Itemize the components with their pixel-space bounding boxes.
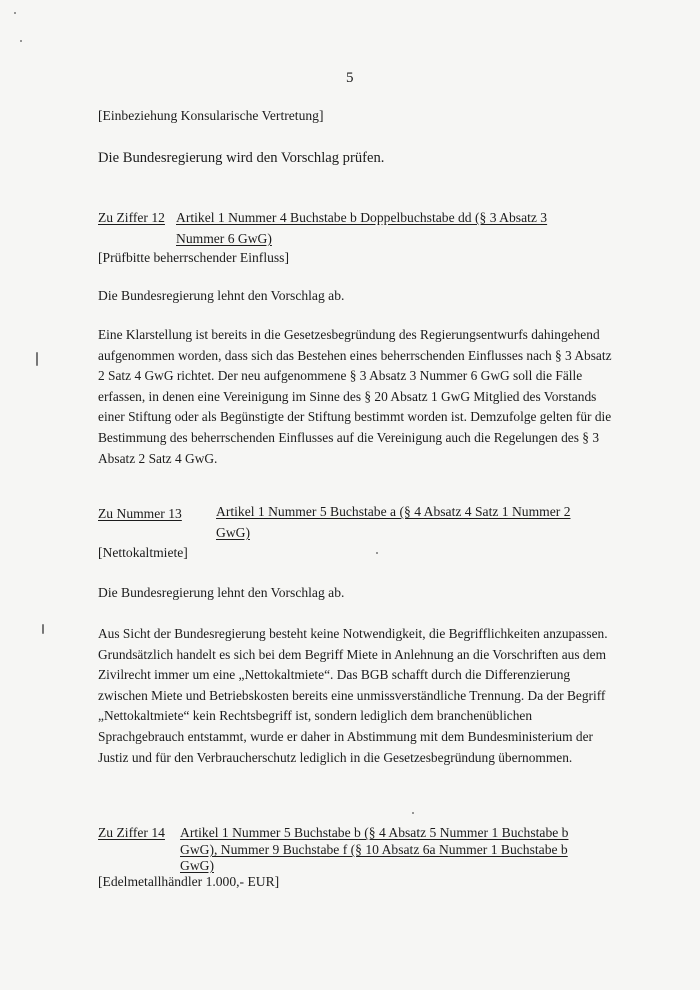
- sec2-ref: Zu Ziffer 12: [98, 210, 165, 225]
- scan-speck: [412, 812, 414, 814]
- sec4-bracket: [Edelmetallhändler 1.000,- EUR]: [98, 874, 280, 889]
- sec2-heading-line2: Nummer 6 GwG): [176, 231, 272, 246]
- sec2-heading-line1: Artikel 1 Nummer 4 Buchstabe b Doppelbuchstabe dd (§ 3 Absatz 3: [176, 210, 548, 225]
- sec4-heading-line3: GwG): [180, 858, 214, 873]
- scan-speck: [14, 12, 16, 14]
- sec3-body: Aus Sicht der Bundesregierung besteht keine Notwendigkeit, die Begrifflichkeiten anzupassen. Grundsätzlich handelt es sich bei dem Begriff Miete in Anlehnung an die Vorschriften aus dem Zivilrecht immer um eine „Nettokaltmiete“. Das BGB schafft durch die Differenzierung zwischen Miete und Betriebskosten bereits eine unmissverständliche Trennung. Da der Begriff „Nettokaltmiete“ kein Rechtsbegriff ist, sondern lediglich dem branchenüblichen Sprachgebrauch entstammt, wurde er daher in Abstimmung mit dem Bundesministerium der Justiz und für den Verbraucherschutz lediglich in die Gesetzesbegründung übernommen.: [98, 626, 608, 765]
- page-number: 5: [346, 70, 354, 86]
- sec3-ref: Zu Nummer 13: [98, 506, 182, 521]
- sec3-response: Die Bundesregierung lehnt den Vorschlag ab.: [98, 585, 345, 600]
- sec1-response: Die Bundesregierung wird den Vorschlag prüfen.: [98, 150, 385, 166]
- sec3-bracket: [Nettokaltmiete]: [98, 545, 188, 560]
- scan-speck: [376, 552, 378, 554]
- scan-speck: [20, 40, 22, 42]
- scan-speck: [42, 624, 44, 634]
- sec4-ref: Zu Ziffer 14: [98, 825, 165, 840]
- sec4-heading-line1: Artikel 1 Nummer 5 Buchstabe b (§ 4 Absatz 5 Nummer 1 Buchstabe b: [180, 825, 569, 840]
- sec2-response: Die Bundesregierung lehnt den Vorschlag ab.: [98, 288, 345, 303]
- sec2-body: Eine Klarstellung ist bereits in die Gesetzesbegründung des Regierungsentwurfs dahingehend aufgenommen worden, dass sich das Bestehen eines beherrschenden Einflusses nach § 3 Absatz 2 Satz 4 GwG richtet. Der neu aufgenommene § 3 Absatz 3 Nummer 6 GwG soll die Fälle erfassen, in denen eine Vereinigung im Sinne des § 20 Absatz 1 GwG Mitglied des Vorstands einer Stiftung oder als Begünstigte der Stiftung bestimmt worden ist. Demzufolge gelten für die Bestimmung des beherrschenden Einflusses auf die Vereinigung auch die Regelungen des § 3 Absatz 2 Satz 4 GwG.: [98, 327, 612, 466]
- sec3-heading-line2: GwG): [216, 525, 250, 540]
- sec4-heading-line2: GwG), Nummer 9 Buchstabe f (§ 10 Absatz 6a Nummer 1 Buchstabe b: [180, 842, 568, 857]
- sec2-bracket: [Prüfbitte beherrschender Einfluss]: [98, 250, 290, 265]
- sec3-heading-line1: Artikel 1 Nummer 5 Buchstabe a (§ 4 Absatz 4 Satz 1 Nummer 2: [216, 504, 571, 519]
- scan-speck: [36, 352, 38, 366]
- sec1-bracket: [Einbeziehung Konsularische Vertretung]: [98, 108, 324, 123]
